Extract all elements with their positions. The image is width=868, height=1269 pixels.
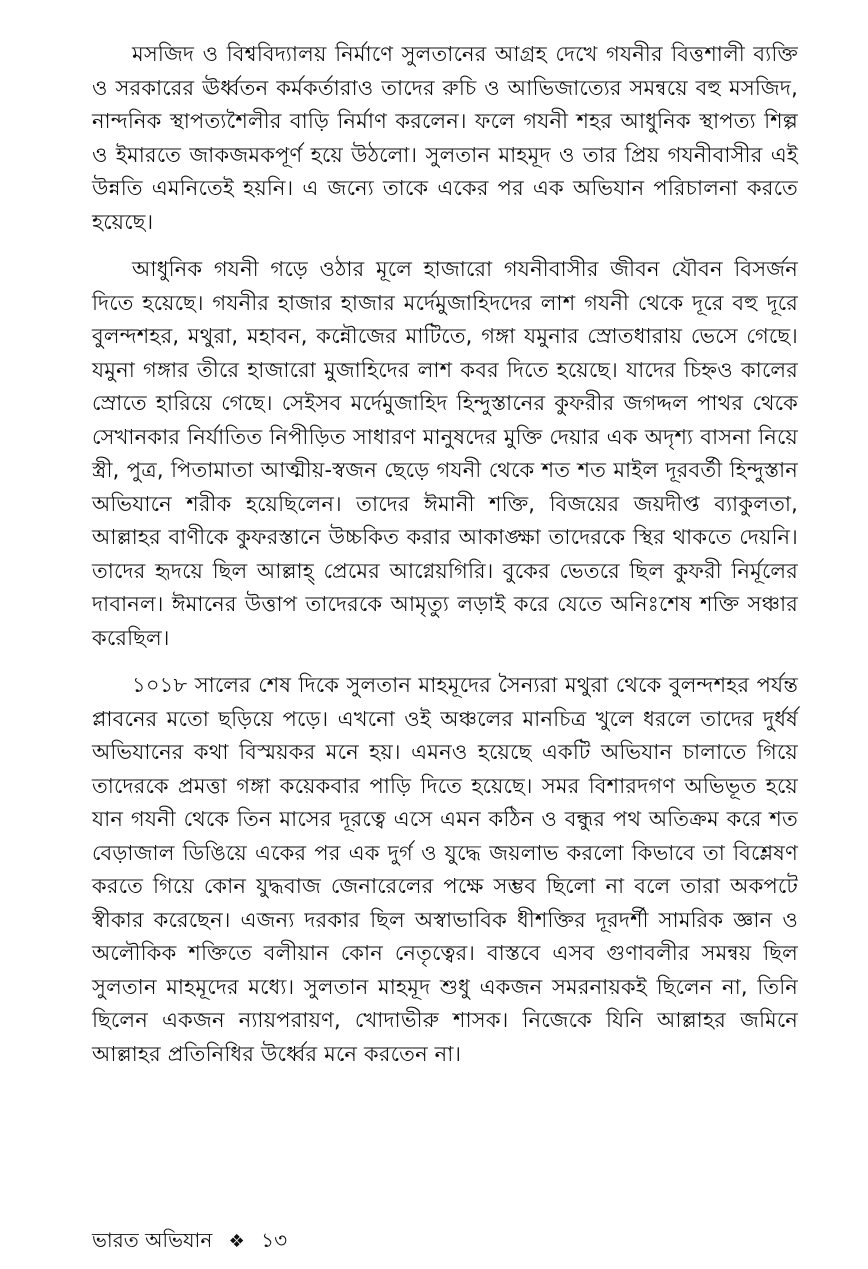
body-paragraph-3: ১০১৮ সালের শেষ দিকে সুলতান মাহমূদের সৈন্যরা মথুরা থেকে বুলন্দশহর পর্যন্ত প্লাবনের মতো ছড়িয়ে পড়ে। এখনো ওই অঞ্চলের মানচিত্র খুলে ধরলে তাদের দুর্ধর্ষ অভিযানের কথা বিস্ময়কর মনে হয়। এমনও হয়েছে একটি অভিযান চালাতে গিয়ে তাদেরকে প্রমত্তা গঙ্গা কয়েকবার পাড়ি দিতে হয়েছে। সমর বিশারদগণ অভিভূত হয়ে যান গযনী থেকে তিন মাসের দূরত্বে এসে এমন কঠিন ও বন্ধুর পথ অতিক্রম করে শত বেড়াজাল ডিঙিয়ে একের পর এক দুর্গ ও যুদ্ধে জয়লাভ করলো কিভাবে তা বিশ্লেষণ করতে গিয়ে কোন যুদ্ধবাজ জেনারেলের পক্ষে সম্ভব ছিলো না বলে তারা অকপটে স্বীকার করেছেন। এজন্য দরকার ছিল অস্বাভাবিক ধীশক্তির দূরদর্শী সামরিক জ্ঞান ও অলৌকিক শক্তিতে বলীয়ান কোন নেতৃত্বের। বাস্তবে এসব গুণাবলীর সমন্বয় ছিল সুলতান মাহমূদের মধ্যে। সুলতান মাহমূদ শুধু একজন সমরনায়কই ছিলেন না, তিনি ছিলেন একজন ন্যায়পরায়ণ, খোদাভীরু শাসক। নিজেকে যিনি আল্লাহর জমিনে আল্লাহর প্রতিনিধির উর্ধ্বের মনে করতেন না। <box>92 673 798 1066</box>
running-title: ভারত অভিযান <box>92 1228 213 1252</box>
page-footer <box>92 1226 287 1256</box>
page-number: ১৩ <box>261 1228 288 1252</box>
ornament-icon: ❖ <box>228 1231 245 1252</box>
body-paragraph-2: আধুনিক গযনী গড়ে ওঠার মূলে হাজারো গযনীবাসীর জীবন যৌবন বিসর্জন দিতে হয়েছে। গযনীর হাজার হাজার মর্দেমুজাহিদদের লাশ গযনী থেকে দূরে বহু দূরে বুলন্দশহর, মথুরা, মহাবন, কন্নৌজের মাটিতে, গঙ্গা যমুনার স্রোতধারায় ভেসে গেছে। যমুনা গঙ্গার তীরে হাজারো মুজাহিদের লাশ কবর দিতে হয়েছে। যাদের চিহ্নও কালের স্রোতে হারিয়ে গেছে। সেইসব মর্দেমুজাহিদ হিন্দুস্তানের কুফরীর জগদ্দল পাথর থেকে সেখানকার নির্যাতিত নিপীড়িত সাধারণ মানুষদের মুক্তি দেয়ার এক অদৃশ্য বাসনা নিয়ে স্ত্রী, পুত্র, পিতামাতা আত্মীয়-স্বজন ছেড়ে গযনী থেকে শত শত মাইল দূরবর্তী হিন্দুস্তান অভিযানে শরীক হয়েছিলেন। তাদের ঈমানী শক্তি, বিজয়ের জয়দীপ্ত ব্যাকুলতা, আল্লাহর বাণীকে কুফরস্তানে উচ্চকিত করার আকাঙ্ক্ষা তাদেরকে স্থির থাকতে দেয়নি। তাদের হৃদয়ে ছিল আল্লাহ্ প্রেমের আগ্নেয়গিরি। বুকের ভেতরে ছিল কুফরী নির্মূলের দাবানল। ঈমানের উত্তাপ তাদেরকে আমৃত্যু লড়াই করে যেতে অনিঃশেষ শক্তি সঞ্চার করেছিল। <box>92 257 798 650</box>
body-paragraph-1: মসজিদ ও বিশ্ববিদ্যালয় নির্মাণে সুলতানের আগ্রহ দেখে গযনীর বিত্তশালী ব্যক্তি ও সরকারের ঊর্ধ্বতন কর্মকর্তারাও তাদের রুচি ও আভিজাত্যের সমন্বয়ে বহু মসজিদ, নান্দনিক স্থাপত্যশৈলীর বাড়ি নির্মাণ করলেন। ফলে গযনী শহর আধুনিক স্থাপত্য শিল্প ও ইমারতে জাকজমকপূর্ণ হয়ে উঠলো। সুলতান মাহমূদ ও তার প্রিয় গযনীবাসীর এই উন্নতি এমনিতেই হয়নি। এ জন্যে তাকে একের পর এক অভিযান পরিচালনা করতে হয়েছে। <box>92 42 798 234</box>
